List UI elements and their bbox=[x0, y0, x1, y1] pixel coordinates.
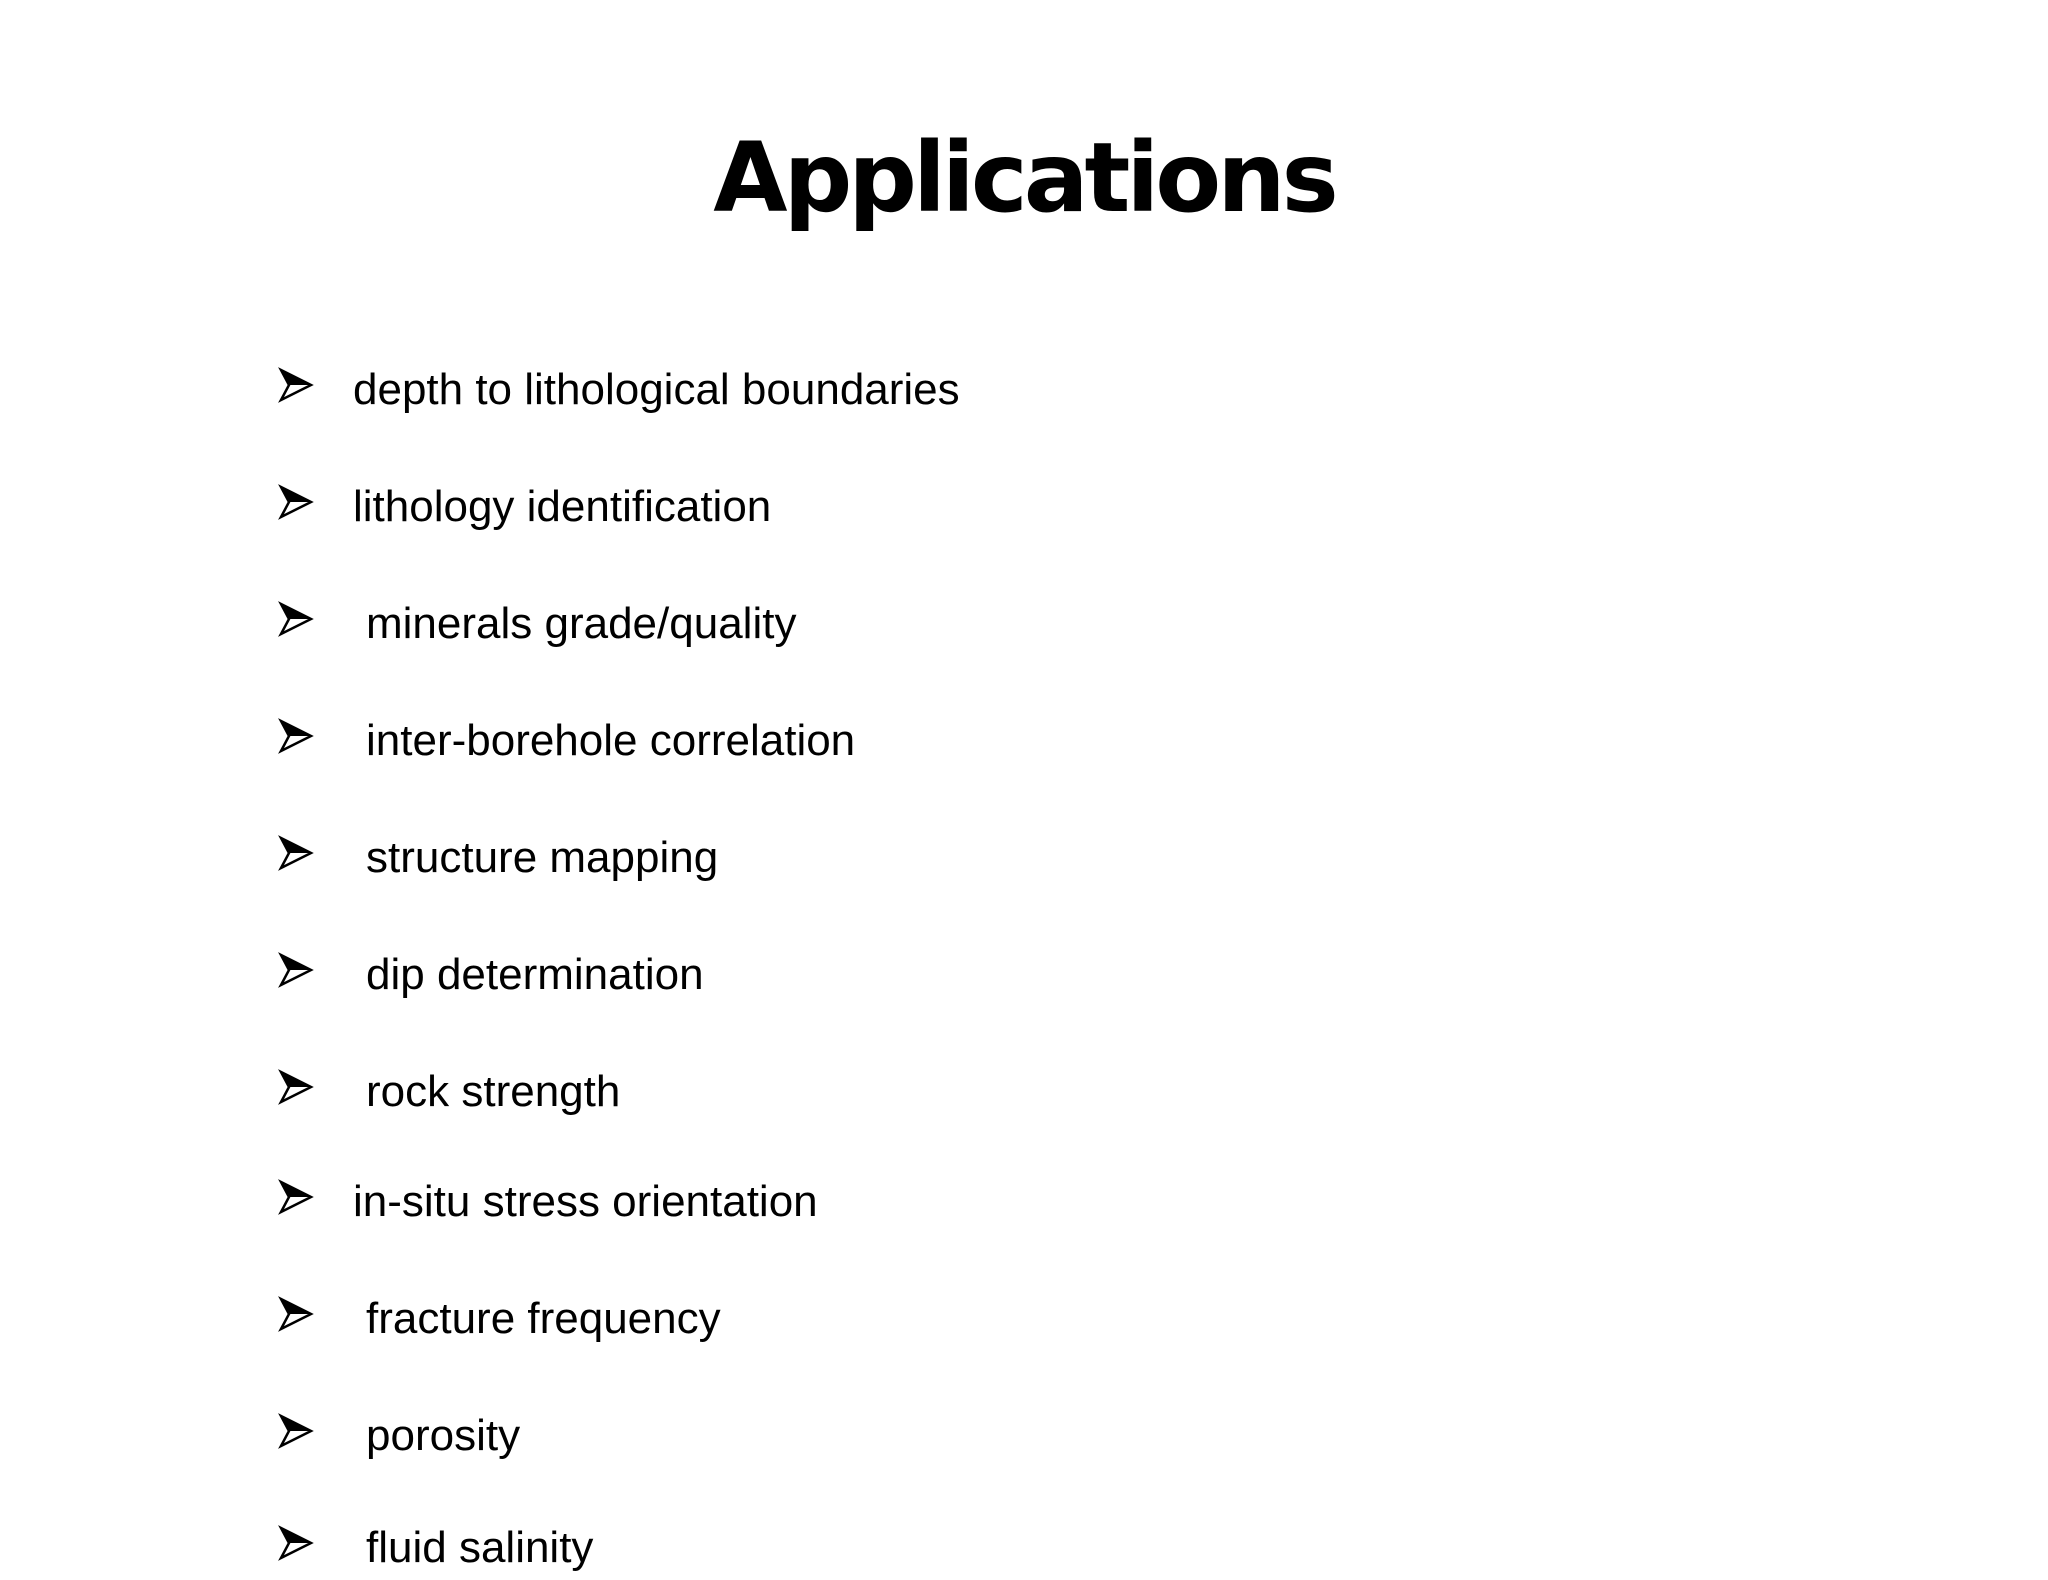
slide-title: Applications bbox=[713, 122, 1335, 234]
list-item bbox=[0, 596, 2048, 656]
list-item-text: minerals grade/quality bbox=[366, 599, 797, 648]
arrowhead-bullet-icon bbox=[279, 1180, 313, 1214]
arrowhead-bullet-icon bbox=[279, 953, 313, 987]
list-item-text: fracture frequency bbox=[366, 1294, 721, 1343]
list-item-text: porosity bbox=[366, 1411, 521, 1460]
list-item bbox=[0, 947, 2048, 1007]
arrowhead-bullet-icon bbox=[279, 1070, 313, 1104]
arrowhead-bullet-icon bbox=[279, 836, 313, 870]
arrowhead-bullet-icon bbox=[279, 719, 313, 753]
arrowhead-bullet-icon bbox=[279, 485, 313, 519]
list-item bbox=[0, 830, 2048, 890]
arrowhead-bullet-icon bbox=[279, 368, 313, 402]
list-item bbox=[0, 479, 2048, 539]
list-item-text: in-situ stress orientation bbox=[353, 1177, 818, 1226]
list-item bbox=[0, 1520, 2048, 1580]
list-item bbox=[0, 1291, 2048, 1351]
list-item-text: lithology identification bbox=[353, 482, 772, 531]
list-item bbox=[0, 1064, 2048, 1124]
arrowhead-bullet-icon bbox=[279, 602, 313, 636]
list-item-text: depth to lithological boundaries bbox=[353, 365, 960, 414]
list-item bbox=[0, 362, 2048, 422]
list-item bbox=[0, 1408, 2048, 1468]
list-item bbox=[0, 713, 2048, 773]
list-item-text: dip determination bbox=[366, 950, 704, 999]
list-item-text: fluid salinity bbox=[366, 1523, 594, 1572]
list-item bbox=[0, 1174, 2048, 1234]
arrowhead-bullet-icon bbox=[279, 1297, 313, 1331]
list-item-text: inter-borehole correlation bbox=[366, 716, 856, 765]
list-item-text: structure mapping bbox=[366, 833, 719, 882]
arrowhead-bullet-icon bbox=[279, 1526, 313, 1560]
arrowhead-bullet-icon bbox=[279, 1414, 313, 1448]
list-item-text: rock strength bbox=[366, 1067, 621, 1116]
